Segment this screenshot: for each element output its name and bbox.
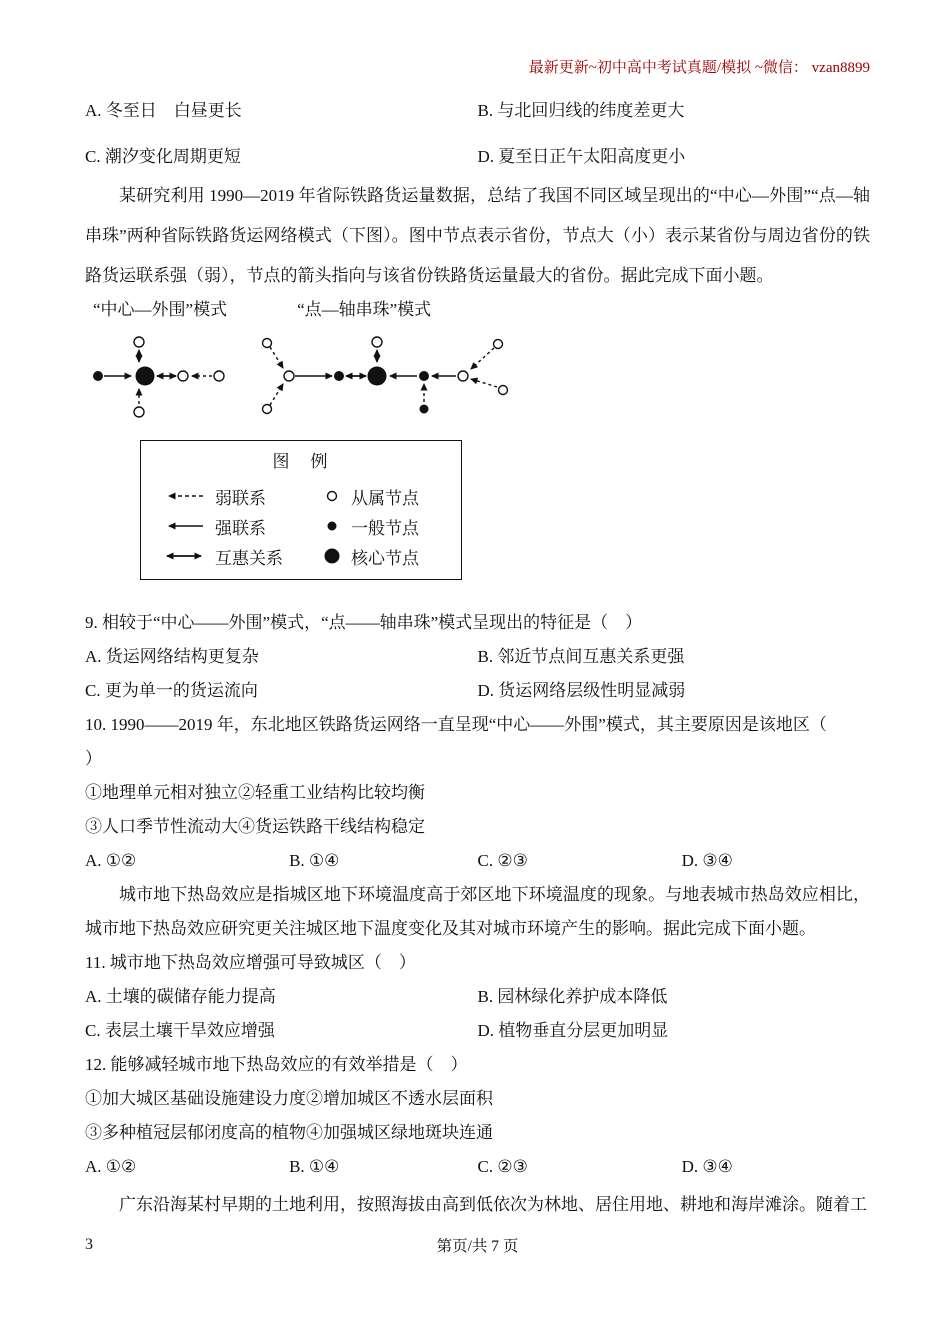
legend-label: 弱联系 — [215, 488, 266, 508]
passage-underground-heat-island: 城市地下热岛效应是指城区地下环境温度高于郊区地下环境温度的现象。与地表城市热岛效应相比，城市地下热岛效应研究更关注城区地下温度变化及其对城市环境产生的影响。据此完成下面小题。 — [85, 885, 870, 938]
core-node — [368, 367, 387, 386]
q10-stem: 10. 1990——2019 年，东北地区铁路货运网络一直呈现“中心——外围”模式，其主要原因是该地区（ — [85, 715, 827, 734]
core-node — [136, 367, 155, 386]
q11-options-row2 — [85, 1014, 870, 1048]
q12-item-line2: ③多种植冠层郁闭度高的植物④加强城区绿地斑块连通 — [85, 1123, 493, 1142]
general-node — [419, 371, 429, 381]
general-node — [334, 371, 344, 381]
legend-columns — [141, 481, 461, 571]
q9-options-row2 — [85, 674, 870, 708]
legend-label: 强联系 — [215, 518, 266, 538]
legend-row-subordinate-node — [321, 481, 419, 511]
legend-row-strong-link — [161, 511, 313, 541]
q8-options-row2 — [85, 144, 870, 170]
figure-titles — [85, 298, 870, 322]
subordinate-node — [214, 371, 224, 381]
q12-option-b: B. ①④ — [289, 1157, 340, 1176]
subordinate-node — [134, 407, 144, 417]
legend-nodes-column — [321, 481, 419, 571]
q8-option-a: A. 冬至日 白昼更长 — [85, 101, 242, 120]
q8-option-b: B. 与北回归线的纬度差更大 — [477, 101, 685, 120]
q10-item-line2: ③人口季节性流动大④货运铁路干线结构稳定 — [85, 817, 425, 836]
q12-options-row — [85, 1150, 870, 1184]
q9-options-row1 — [85, 640, 870, 674]
freight-network-diagram — [89, 328, 519, 428]
legend-row-weak-link — [161, 481, 313, 511]
q9-option-d: D. 货运网络层级性明显减弱 — [477, 681, 686, 700]
q9-option-a: A. 货运网络结构更复杂 — [85, 647, 259, 666]
q12-option-d: D. ③④ — [681, 1157, 733, 1176]
q11-option-c: C. 表层土壤干旱效应增强 — [85, 1021, 275, 1040]
q9-stem: 9. 相较于“中心——外围”模式，“点——轴串珠”模式呈现出的特征是（ ） — [85, 613, 643, 632]
q10-options-row — [85, 844, 870, 878]
legend-row-core-node — [321, 541, 419, 571]
weak-link — [471, 348, 494, 369]
weak-link — [270, 384, 283, 405]
q10-option-b: B. ①④ — [289, 851, 340, 870]
legend-box — [140, 440, 462, 580]
weak-link — [471, 379, 497, 387]
subordinate-node — [178, 371, 188, 381]
q12-option-c: C. ②③ — [477, 1157, 528, 1176]
center-periphery-network — [93, 337, 224, 417]
legend-title: 图 例 — [272, 452, 330, 471]
q11-option-d: D. 植物垂直分层更加明显 — [477, 1021, 669, 1040]
legend-label: 从属节点 — [351, 488, 419, 508]
figure-title-point-axis: “点—轴串珠”模式 — [297, 300, 432, 319]
q9-option-c: C. 更为单一的货运流向 — [85, 681, 258, 700]
general-node — [93, 371, 103, 381]
q9-option-b: B. 邻近节点间互惠关系更强 — [477, 647, 685, 666]
page-footer — [85, 1236, 870, 1258]
general-node-icon — [321, 519, 343, 533]
page-number: 3 — [85, 1236, 93, 1253]
subordinate-node — [372, 337, 382, 347]
legend-label: 一般节点 — [351, 518, 419, 538]
weak-link — [270, 347, 283, 368]
passage-coastal-village: 广东沿海某村早期的土地利用，按照海拔由高到低依次为林地、居住用地、耕地和海岸滩涂。随着工 — [119, 1195, 867, 1214]
legend-row-mutual-link — [161, 541, 313, 571]
mutual-link-icon — [161, 549, 207, 563]
legend-row-general-node — [321, 511, 419, 541]
subordinate-node-icon — [321, 489, 343, 503]
q11-stem: 11. 城市地下热岛效应增强可导致城区（ ） — [85, 953, 416, 972]
general-node — [420, 405, 429, 414]
subordinate-node — [458, 371, 468, 381]
legend-label: 互惠关系 — [215, 548, 283, 568]
q8-option-d: D. 夏至日正午太阳高度更小 — [477, 147, 686, 166]
q10-option-d: D. ③④ — [681, 851, 733, 870]
q11-option-b: B. 园林绿化养护成本降低 — [477, 987, 668, 1006]
subordinate-node — [284, 371, 294, 381]
legend-links-column — [161, 481, 313, 571]
subordinate-node — [134, 337, 144, 347]
watermark-note: 最新更新~初中高中考试真题/模拟 ~微信： vzan8899 — [528, 60, 870, 76]
q12-item-line1: ①加大城区基础设施建设力度②增加城区不透水层面积 — [85, 1089, 493, 1108]
q11-option-a: A. 土壤的碳储存能力提高 — [85, 987, 276, 1006]
q8-option-c: C. 潮汐变化周期更短 — [85, 147, 241, 166]
subordinate-node — [263, 405, 272, 414]
core-node-icon — [321, 547, 343, 565]
subordinate-node — [499, 386, 508, 395]
figure-title-center-periphery: “中心—外围”模式 — [93, 300, 228, 319]
q10-option-c: C. ②③ — [477, 851, 528, 870]
point-axis-network — [263, 337, 508, 414]
q10-option-a: A. ①② — [85, 851, 137, 870]
weak-link-icon — [161, 489, 207, 503]
q8-options-row1 — [85, 98, 870, 124]
passage-rail-freight: 某研究利用 1990—2019 年省际铁路货运量数据，总结了我国不同区域呈现出的“中心—外围”“点—轴串珠”两种省际铁路货运网络模式（下图）。图中节点表示省份，节点大（小）表示某省份与周边省份的铁路货运联系强（弱），节点的箭头指向与该省份铁路货运量最大的省份。据此完成下面小题。 — [85, 186, 870, 285]
q11-options-row1 — [85, 980, 870, 1014]
subordinate-node — [263, 339, 272, 348]
page-indicator: 第页/共 7 页 — [436, 1238, 519, 1255]
legend-label: 核心节点 — [351, 548, 419, 568]
q10-item-line1: ①地理单元相对独立②轻重工业结构比较均衡 — [85, 783, 425, 802]
subordinate-node — [494, 340, 503, 349]
strong-link-icon — [161, 519, 207, 533]
q12-stem: 12. 能够减轻城市地下热岛效应的有效举措是（ ） — [85, 1055, 468, 1074]
q10-stem-close: ） — [85, 749, 102, 768]
q12-option-a: A. ①② — [85, 1157, 137, 1176]
